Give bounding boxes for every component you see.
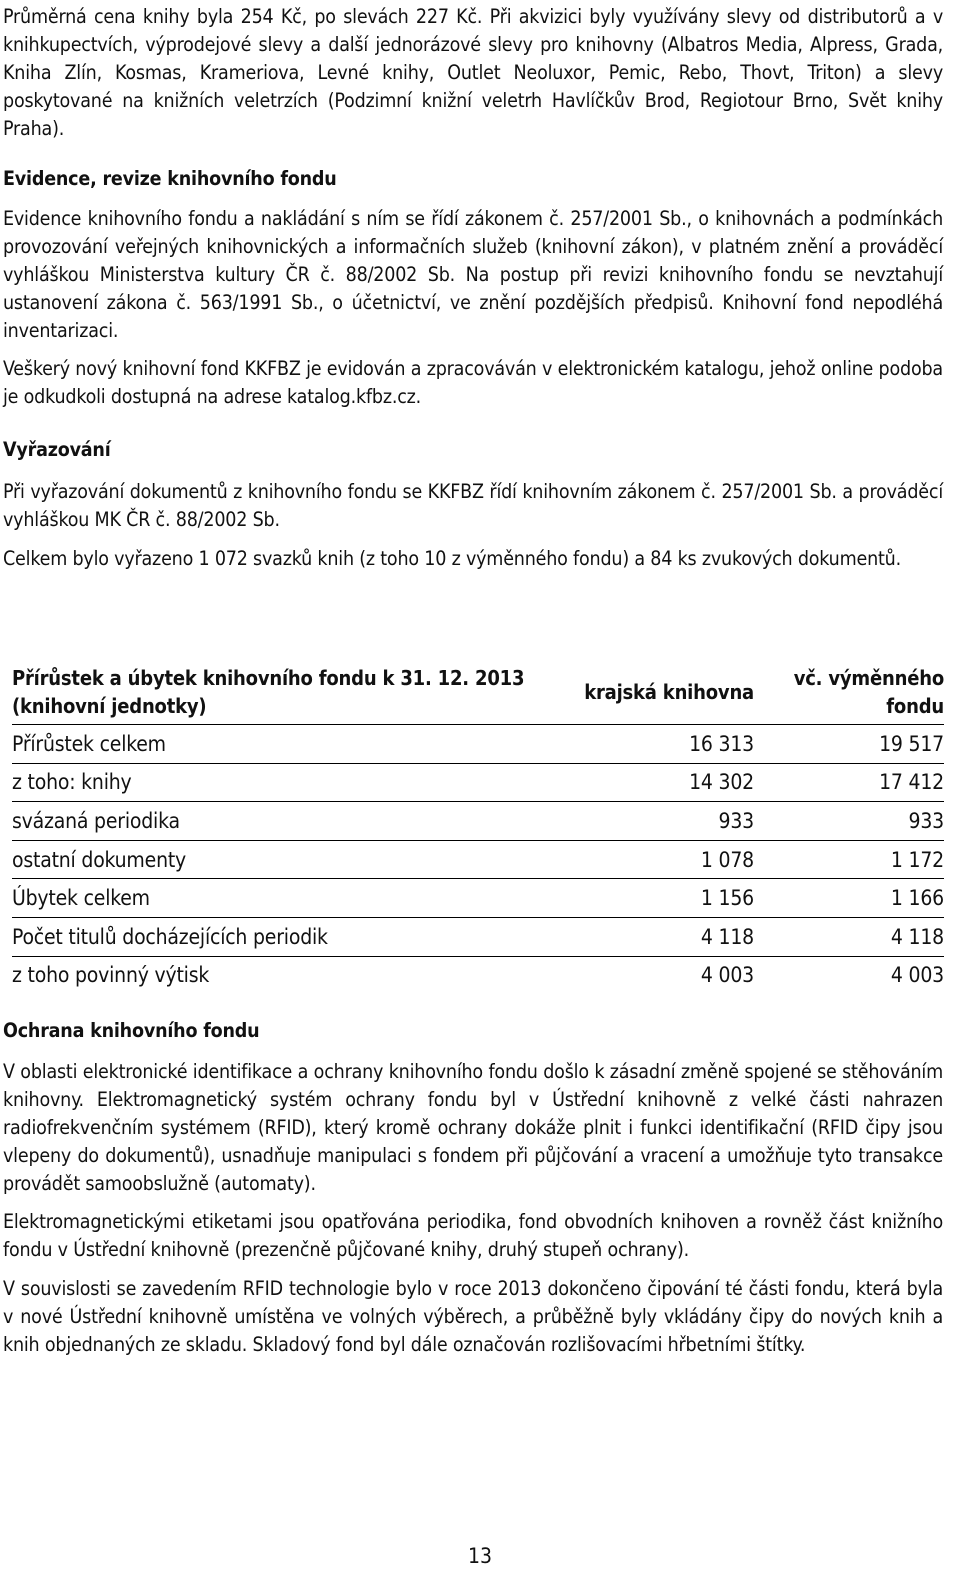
row-label: ostatní dokumenty: [12, 840, 552, 879]
row-vymenny-value: 1 166: [756, 879, 944, 918]
row-label: Přírůstek celkem: [12, 725, 552, 764]
table-header-title-line2: (knihovní jednotky): [12, 694, 207, 718]
row-vymenny-value: 17 412: [756, 763, 944, 802]
paragraph-book-price: Průměrná cena knihy byla 254 Kč, po slevách 227 Kč. Při akvizici byly využívány slevy od distributorů a v knihkupectvích, výprodejové slevy a další jednorázové slevy pro knihovny (Albatros Media, Alpress, Grada, Kniha Zlín, Kosmas, Krameriova, Levné knihy, Outlet Neoluxor, Pemic, Rebo, Thovt, Triton) a slevy poskytované na knižních veletrzích (Podzimní knižní veletrh Havlíčkův Brod, Regiotour Brno, Svět knihy Praha).: [3, 5, 943, 140]
row-vymenny-value: 4 003: [756, 956, 944, 994]
table-row: [12, 917, 944, 956]
row-krajska-value: 933: [552, 802, 756, 841]
row-label: Počet titulů docházejících periodik: [12, 917, 552, 956]
table-row: [12, 802, 944, 841]
table-row: [12, 879, 944, 918]
row-krajska-value: 14 302: [552, 763, 756, 802]
table-header-vymenny-line2: fondu: [886, 694, 944, 718]
table-header-title-line1: Přírůstek a úbytek knihovního fondu k 31. 12. 2013: [12, 666, 525, 690]
table-row: [12, 840, 944, 879]
heading-evidence: Evidence, revize knihovního fondu: [3, 167, 337, 190]
paragraph-vyrazovani-count: Celkem bylo vyřazeno 1 072 svazků knih (z toho 10 z výměnného fondu) a 84 ks zvukových dokumentů.: [3, 547, 901, 570]
table-row: [12, 725, 944, 764]
row-label: svázaná periodika: [12, 802, 552, 841]
row-krajska-value: 1 156: [552, 879, 756, 918]
row-vymenny-value: 4 118: [756, 917, 944, 956]
paragraph-ochrana-cipovani: V souvislosti se zavedením RFID technologie bylo v roce 2013 dokončeno čipování té části fondu, která byla v nové Ústřední knihovně umístěna ve volných výběrech, a průběžně byly vkládány čipy do nových knih a knih objednaných ze skladu. Skladový fond byl dále označován rozlišovacími hřbetními štítky.: [3, 1277, 943, 1356]
row-vymenny-value: 1 172: [756, 840, 944, 879]
row-label: z toho: knihy: [12, 763, 552, 802]
paragraph-evidence-law: Evidence knihovního fondu a nakládání s ním se řídí zákonem č. 257/2001 Sb., o knihovnách a podmínkách provozování veřejných knihovnických a informačních služeb (knihovní zákon), v platném znění a prováděcí vyhláškou Ministerstva kultury ČR č. 88/2002 Sb. Na postup při revizi knihovního fondu se nevztahují ustanovení zákona č. 563/1991 Sb., o účetnictví, ve znění pozdějších předpisů. Knihovní fond nepodléhá inventarizaci.: [3, 207, 943, 342]
table-row: [12, 956, 944, 994]
row-krajska-value: 16 313: [552, 725, 756, 764]
row-krajska-value: 4 118: [552, 917, 756, 956]
table-header-vymenny-line1: vč. výměnného: [793, 666, 944, 690]
table-header-vymenny: [756, 664, 944, 725]
row-krajska-value: 4 003: [552, 956, 756, 994]
heading-ochrana: Ochrana knihovního fondu: [3, 1019, 260, 1042]
heading-vyrazovani: Vyřazování: [3, 438, 111, 461]
table-header-krajska: krajská knihovna: [584, 680, 754, 704]
paragraph-ochrana-etikety: Elektromagnetickými etiketami jsou opatřována periodika, fond obvodních knihoven a rovněž část knižního fondu v Ústřední knihovně (prezenčně půjčované knihy, druhý stupeň ochrany).: [3, 1210, 943, 1261]
stock-table: [12, 664, 944, 994]
row-label: Úbytek celkem: [12, 879, 552, 918]
table-header-title: [12, 664, 552, 725]
row-vymenny-value: 19 517: [756, 725, 944, 764]
table-row: [12, 763, 944, 802]
row-krajska-value: 1 078: [552, 840, 756, 879]
table-header-row: [12, 664, 944, 725]
paragraph-vyrazovani-law: Při vyřazování dokumentů z knihovního fondu se KKFBZ řídí knihovním zákonem č. 257/2001 Sb. a prováděcí vyhláškou MK ČR č. 88/2002 Sb.: [3, 480, 943, 531]
row-vymenny-value: 933: [756, 802, 944, 841]
row-label: z toho povinný výtisk: [12, 956, 552, 994]
page-number: 13: [467, 1544, 493, 1568]
paragraph-evidence-catalog: Veškerý nový knihovní fond KKFBZ je evidován a zpracováván v elektronickém katalogu, jehož online podoba je odkudkoli dostupná na adrese katalog.kfbz.cz.: [3, 357, 943, 408]
paragraph-ochrana-rfid: V oblasti elektronické identifikace a ochrany knihovního fondu došlo k zásadní změně spojené se stěhováním knihovny. Elektromagnetický systém ochrany fondu byl v Ústřední knihovně z velké části nahrazen radiofrekvenčním systémem (RFID), který kromě ochrany dokáže plnit i funkci identifikační (RFID čipy jsou vlepeny do dokumentů), usnadňuje manipulaci s fondem při půjčování a vracení a umožňuje tyto transakce provádět samoobslužně (automaty).: [3, 1060, 943, 1195]
